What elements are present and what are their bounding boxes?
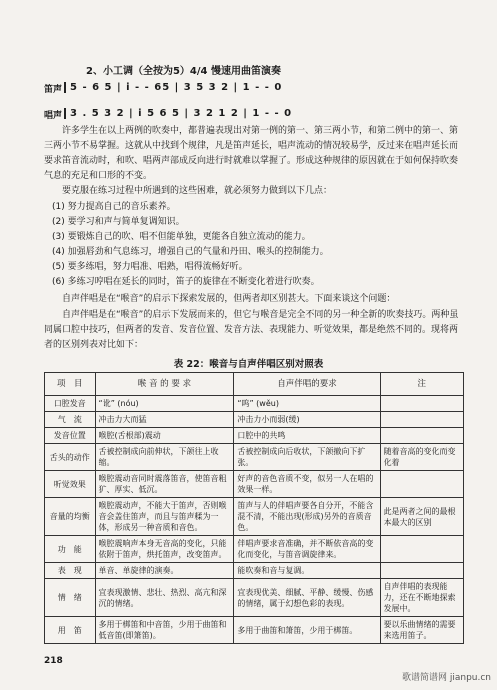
table-row bbox=[45, 412, 464, 428]
score-row-voice bbox=[44, 106, 464, 126]
score-label-dizi: 笛声 bbox=[44, 85, 63, 95]
table-header-cell: 项 目 bbox=[45, 373, 96, 396]
paragraph-2: 要克服在练习过程中所遇到的这些困难，就必须努力做到以下几点： bbox=[62, 186, 333, 196]
table-cell bbox=[380, 412, 463, 428]
table-cell: 伴唱声要求音准确，并不断依音高的变化而变化，与笛音调旋律来。 bbox=[234, 536, 380, 563]
paragraph-4: 自声伴唱是在“喉音”的启示下发展而来的，但它与喉音是完全不同的另一种全新的吹奏技巧。两种虽同属口腔中技巧，但两者的发音、发音位置、发音方法、表现能力、听觉效果，都是绝然不同的。现将两者的区别列表对比如下： bbox=[44, 310, 459, 350]
table-cell: 笛声与人的伴唱声要各自分开，不能含混不清，不能出现(形成)另外的音质音色。 bbox=[234, 498, 380, 536]
table-cell: 好声的音色音质不变，似另一人在唱的效果一样。 bbox=[234, 471, 380, 498]
table-cell: 舌被控制成向后收状，下颌撤向下扩张。 bbox=[234, 444, 380, 471]
table-cell: 喉腔震动音同时震落笛音，使笛音粗犷、厚实、低沉。 bbox=[95, 471, 234, 498]
table-header-row bbox=[45, 373, 464, 396]
table-cell: 能吹奏和音与复调。 bbox=[234, 563, 380, 579]
table-cell: 喉腔(舌根部)震动 bbox=[95, 428, 234, 444]
list-item: (1) 努力提高自己的音乐素养。 bbox=[52, 202, 176, 212]
paragraph-1: 许多学生在以上两例的吹奏中，都普遍表现出对第一例的第一、第三两小节，和第二例中的第一、第三两小节不易掌握。这就从中找到个规律，凡是笛声延长，唱声流动的情况较易学，反过来在唱声延长而要求笛音流动时，和吹、唱两声部成反向进行时就难以掌握了。形成这种规律的原因就在于如何保持吹奏气息的充足和口形的不变。 bbox=[44, 126, 459, 181]
page-number: 218 bbox=[44, 656, 63, 666]
table-cell bbox=[380, 471, 463, 498]
score-notes-voice: 3 . 5 3 2 | i 5 6 5 | 3 2 1 2 | 1 ‑ ‑ 0 bbox=[64, 108, 292, 119]
table-row bbox=[45, 471, 464, 498]
table-row bbox=[45, 396, 464, 412]
table-cell: 冲击力小而弱(缓) bbox=[234, 412, 380, 428]
table-row bbox=[45, 536, 464, 563]
table-cell: 喉腔震响声本身无音高的变化，只能依附于笛声，烘托笛声，改变笛声。 bbox=[95, 536, 234, 563]
table-cell: 用 笛 bbox=[45, 617, 96, 644]
table-row bbox=[45, 563, 464, 579]
list-item: (5) 要多练唱，努力唱准、唱熟，唱得流畅好听。 bbox=[52, 262, 248, 272]
table-cell bbox=[380, 428, 463, 444]
list-item: (3) 要锻炼自己的吹、唱不但能单独，更能各自独立流动的能力。 bbox=[52, 232, 311, 242]
table-cell: 宜表现激情、悲壮、热烈、高亢和深沉的情绪。 bbox=[95, 579, 234, 617]
table-cell: 单音、单旋律的演奏。 bbox=[95, 563, 234, 579]
table-row bbox=[45, 444, 464, 471]
table-cell: 舌头的动作 bbox=[45, 444, 96, 471]
table-cell: 表 现 bbox=[45, 563, 96, 579]
table-cell: 发音位置 bbox=[45, 428, 96, 444]
table-cell: 冲击力大而猛 bbox=[95, 412, 234, 428]
list-item: (6) 多练习哼唱在延长的同时，笛子的旋律在不断变化着进行吹奏。 bbox=[52, 277, 320, 287]
table-header-cell: 喉 音 的 要 求 bbox=[95, 373, 234, 396]
table-cell: 舌被控制成向前伸状，下颌往上收缩。 bbox=[95, 444, 234, 471]
table-header-cell: 自声伴唱的要求 bbox=[234, 373, 380, 396]
table-cell: 此是两者之间的最根本最大的区别 bbox=[380, 498, 463, 536]
table-cell: 听觉效果 bbox=[45, 471, 96, 498]
table-cell: 宜表现优美、细腻、平静、缓慢、伤感的情绪，属于幻想色彩的表现。 bbox=[234, 579, 380, 617]
table-header-cell: 注 bbox=[380, 373, 463, 396]
table-cell: 喉腔震动声，不能大于笛声，否则喉音会盖住笛声，而且与笛声糅为一体，形成另一种音质和音色。 bbox=[95, 498, 234, 536]
table-cell bbox=[380, 396, 463, 412]
table-cell: 气 流 bbox=[45, 412, 96, 428]
table-cell bbox=[380, 563, 463, 579]
table-title: 表 22：喉音与自声伴唱区别对照表 bbox=[173, 359, 324, 370]
score-notes-dizi: 5 ‑ 6 5 | i ‑ ‑ 65 | 3 5 3 2 | 1 ‑ ‑ 0 bbox=[64, 82, 282, 93]
table-cell: 音量的均衡 bbox=[45, 498, 96, 536]
table-cell bbox=[380, 536, 463, 563]
music-score bbox=[44, 78, 464, 128]
table-row bbox=[45, 579, 464, 617]
table-cell: 要以乐曲情绪的需要来选用笛子。 bbox=[380, 617, 463, 644]
table-cell: 多用于梆笛和中音笛，少用于曲笛和低音笛(即箫笛)。 bbox=[95, 617, 234, 644]
site-watermark: 歌谱简谱网 jianpu.cn bbox=[401, 673, 491, 683]
table-cell: 口腔发音 bbox=[45, 396, 96, 412]
table-cell: “讹” (nóu) bbox=[95, 396, 234, 412]
score-label-voice: 唱声 bbox=[44, 111, 63, 121]
table-cell: 随着音高的变化而变化着 bbox=[380, 444, 463, 471]
table-cell: 口腔中的共鸣 bbox=[234, 428, 380, 444]
table-cell: 功 能 bbox=[45, 536, 96, 563]
paragraph-3: 自声伴唱是在“喉音”的启示下探索发展的，但两者却区别甚大。下面来谈这个问题： bbox=[62, 294, 396, 304]
table-row bbox=[45, 428, 464, 444]
score-row-dizi bbox=[44, 80, 464, 100]
table-cell: 自声伴唱的表现能力，还在不断地探索发展中。 bbox=[380, 579, 463, 617]
table-cell: 情 绪 bbox=[45, 579, 96, 617]
list-item: (4) 加强唇劲和气息练习，增强自己的气量和丹田、喉头的控制能力。 bbox=[52, 247, 329, 257]
table-cell: 多用于曲笛和箫笛，少用于梆笛。 bbox=[234, 617, 380, 644]
table-cell: “呜” (wěu) bbox=[234, 396, 380, 412]
comparison-table bbox=[44, 372, 464, 644]
table-row bbox=[45, 498, 464, 536]
list-item: (2) 要学习和声与简单复调知识。 bbox=[52, 217, 185, 227]
table-row bbox=[45, 617, 464, 644]
points-list bbox=[44, 200, 464, 290]
section-heading: 2、小工调（全按为5）4/4 慢速用曲笛演奏 bbox=[86, 66, 281, 77]
